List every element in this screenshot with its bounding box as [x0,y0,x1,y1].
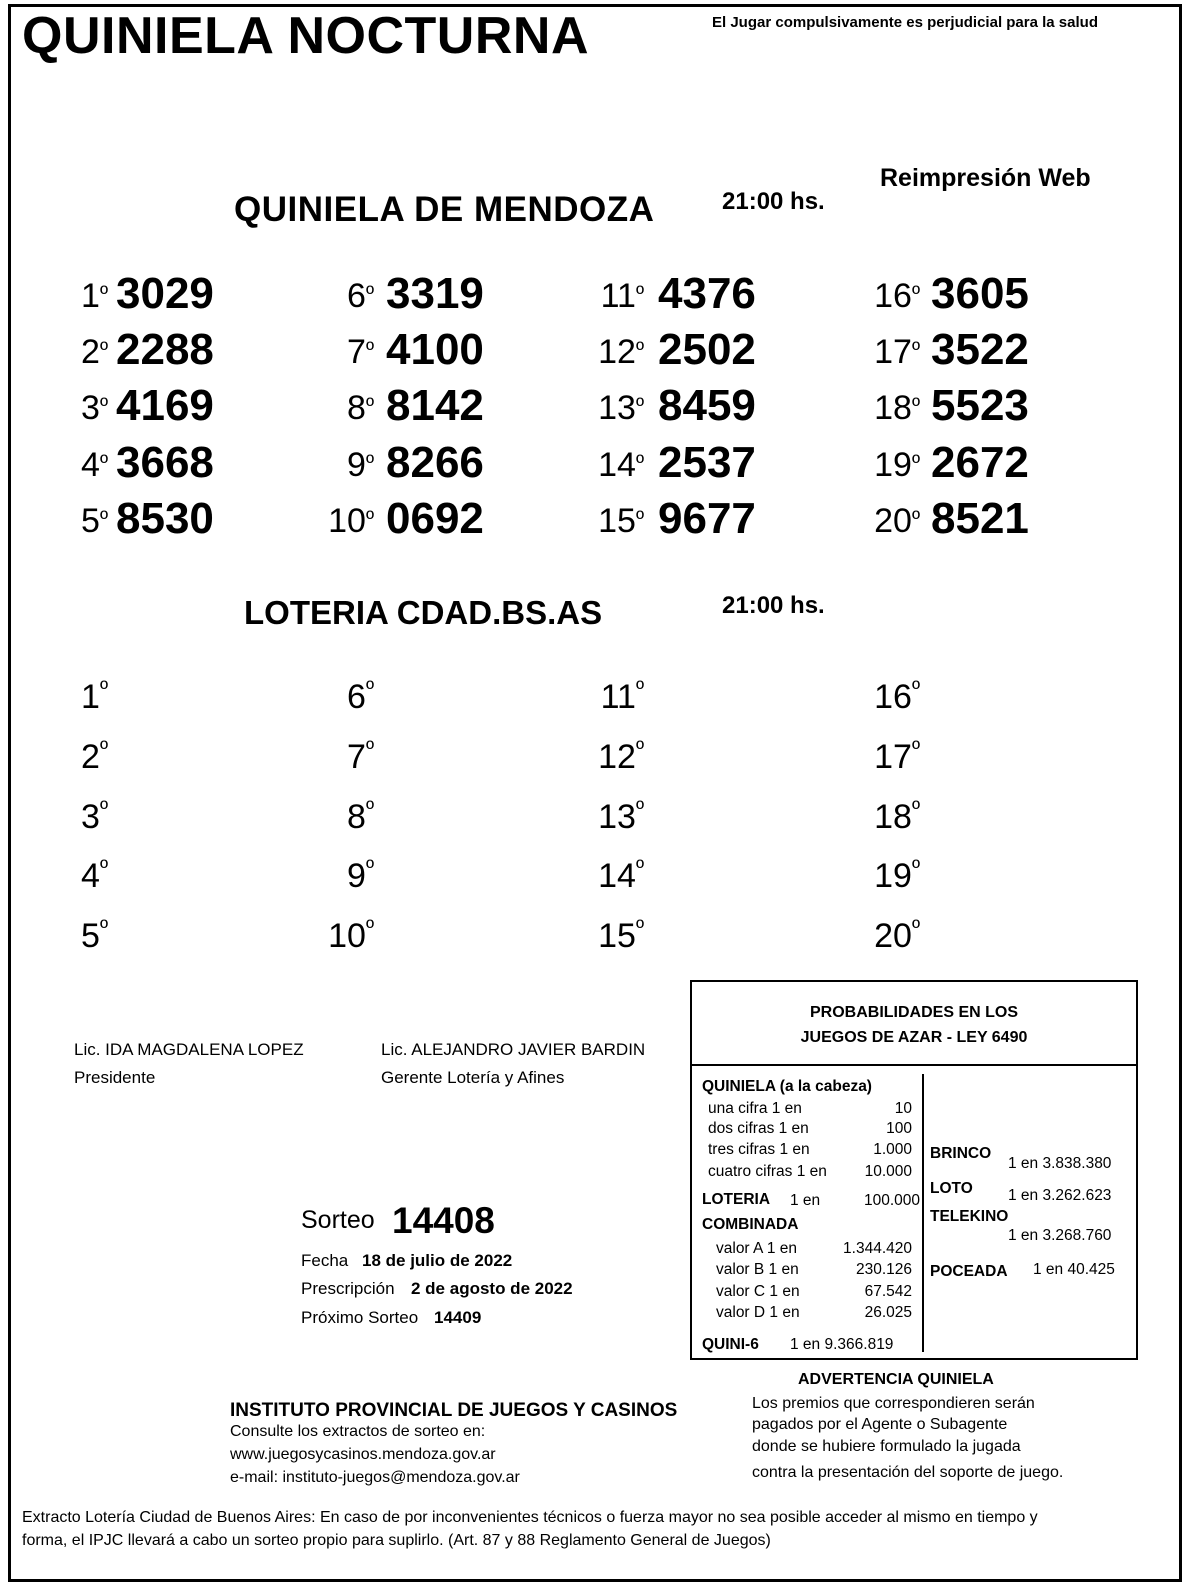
loteria-position: $1^º$ [81,676,108,716]
quiniela-position: $12^º$ [598,333,644,371]
signature-2-role: Gerente Lotería y Afines [381,1068,565,1087]
loteria-position: $10^º$ [328,915,374,955]
loteria-position: $14^º$ [598,855,644,895]
loto-prob-label: LOTO [930,1180,973,1197]
prob-row-label: una cifra 1 en [708,1100,802,1117]
quiniela-number: 8521 [931,494,1029,543]
loteria-position: $8^º$ [347,796,374,836]
quiniela-number: 9677 [658,494,756,543]
prob-row-label: dos cifras 1 en [708,1120,809,1137]
quiniela-position: $16^º$ [874,277,920,315]
loteria-position: $4^º$ [81,855,108,895]
quiniela-position: $5^º$ [81,502,108,540]
quiniela-position: $9^º$ [347,446,374,484]
signature-1-role: Presidente [74,1068,156,1087]
loteria-position: $6^º$ [347,676,374,716]
signature-1-name: Lic. IDA MAGDALENA LOPEZ [74,1040,304,1059]
loteria-time: 21:00 hs. [722,592,825,619]
loteria-position: $17^º$ [874,736,920,776]
prob-row-value: 1.000 [873,1141,912,1158]
quini6-prob-value: 1 en 9.366.819 [790,1336,894,1353]
quiniela-position: $6^º$ [347,277,374,315]
loteria-position: $3^º$ [81,796,108,836]
quiniela-position: $3^º$ [81,389,108,427]
quiniela-number: 2537 [658,438,756,487]
quiniela-number: 4169 [116,381,214,430]
prob-row-value: 10.000 [864,1163,912,1180]
instituto-name: INSTITUTO PROVINCIAL DE JUEGOS Y CASINOS [230,1400,678,1421]
prob-row-value: 230.126 [855,1261,912,1278]
prob-row-label: valor C 1 en [716,1283,800,1300]
loteria-position: $18^º$ [874,796,920,836]
quiniela-position: $20^º$ [874,502,920,540]
quiniela-number: 8142 [386,381,484,430]
quiniela-position: $7^º$ [347,333,374,371]
page-title: QUINIELA NOCTURNA [22,7,589,65]
loteria-position: $20^º$ [874,915,920,955]
quiniela-position: $14^º$ [598,446,644,484]
loteria-prob-text: 1 en [790,1192,821,1209]
prob-row-label: valor A 1 en [716,1240,798,1257]
prob-row-value: 10 [894,1100,912,1117]
quiniela-position: $18^º$ [874,389,920,427]
prescripcion-value: 2 de agosto de 2022 [411,1279,573,1298]
instituto-consult-line: Consulte los extractos de sorteo en: [230,1423,486,1440]
advertencia-line1: Los premios que correspondieren serán [752,1395,1035,1412]
signature-2-name: Lic. ALEJANDRO JAVIER BARDIN [381,1040,646,1059]
loteria-prob-value: 100.000 [863,1192,920,1209]
quiniela-time: 21:00 hs. [722,188,825,215]
telekino-prob-value: 1 en 3.268.760 [1008,1227,1112,1244]
poceada-prob-value: 1 en 40.425 [1033,1261,1115,1278]
advertencia-line4: contra la presentación del soporte de juego. [752,1464,1064,1481]
advertencia-title: ADVERTENCIA QUINIELA [798,1371,994,1388]
quiniela-position: $17^º$ [874,333,920,371]
quiniela-position: $11^º$ [600,277,644,315]
loteria-position: $5^º$ [81,915,108,955]
advertencia-line2: pagados por el Agente o Subagente [752,1416,1008,1433]
quiniela-number: 3319 [386,269,484,318]
quiniela-position: $10^º$ [328,502,374,540]
quiniela-number: 8266 [386,438,484,487]
probabilities-header [692,982,1136,1066]
loteria-position: $2^º$ [81,736,108,776]
advertencia-line3: donde se hubiere formulado la jugada [752,1438,1021,1455]
prescripcion-label: Prescripción [301,1279,395,1298]
quiniela-position: $4^º$ [81,446,108,484]
proximo-sorteo-label: Próximo Sorteo [301,1308,419,1327]
prob-row-label: valor B 1 en [716,1261,799,1278]
probabilities-header-line1: PROBABILIDADES EN LOS [809,1004,1018,1021]
brinco-prob-label: BRINCO [930,1145,992,1162]
loteria-position: $16^º$ [874,676,920,716]
probabilities-box [690,980,1138,1360]
loteria-position: $19^º$ [874,855,920,895]
prob-row-label: tres cifras 1 en [708,1141,810,1158]
fecha-value: 18 de julio de 2022 [362,1251,513,1270]
loteria-position: $13^º$ [598,796,644,836]
footer-note-line1: Extracto Lotería Ciudad de Buenos Aires: En caso de por inconvenientes técnicos o fuerza mayor no sea posible acceder al mismo en tiempo y [22,1509,1038,1526]
quiniela-number: 3522 [931,325,1029,374]
probabilities-divider [922,1074,924,1352]
loteria-prob-label: LOTERIA [702,1191,771,1208]
quiniela-number: 8459 [658,381,756,430]
quiniela-number: 4100 [386,325,484,374]
loteria-section-title: LOTERIA CDAD.BS.AS [244,594,603,631]
sorteo-label: Sorteo [301,1206,375,1234]
telekino-prob-label: TELEKINO [930,1208,1009,1225]
proximo-sorteo-value: 14409 [434,1308,482,1327]
quiniela-position: $1^º$ [81,277,108,315]
quiniela-position: $19^º$ [874,446,920,484]
loteria-position: $11^º$ [600,676,644,716]
prob-row-label: cuatro cifras 1 en [708,1163,827,1180]
poceada-prob-label: POCEADA [930,1263,1008,1280]
instituto-email: e-mail: instituto-juegos@mendoza.gov.ar [230,1469,520,1486]
instituto-url: www.juegosycasinos.mendoza.gov.ar [230,1446,496,1463]
footer-note-line2: forma, el IPJC llevará a cabo un sorteo propio para suplirlo. (Art. 87 y 88 Reglamento General de Juegos) [22,1532,771,1549]
reprint-label: Reimpresión Web [880,164,1091,192]
quiniela-number: 4376 [658,269,756,318]
loto-prob-value: 1 en 3.262.623 [1008,1187,1112,1204]
quiniela-number: 3605 [931,269,1029,318]
prob-row-label: valor D 1 en [716,1304,800,1321]
probabilities-header-line2: JUEGOS DE AZAR - LEY 6490 [800,1029,1028,1046]
prob-row-value: 67.542 [864,1283,912,1300]
quiniela-number: 0692 [386,494,484,543]
brinco-prob-value: 1 en 3.838.380 [1008,1155,1112,1172]
quiniela-number: 2502 [658,325,756,374]
quiniela-section-title: QUINIELA DE MENDOZA [234,190,655,229]
quiniela-position: $13^º$ [598,389,644,427]
loteria-position: $12^º$ [598,736,644,776]
fecha-label: Fecha [301,1251,349,1270]
health-warning: El Jugar compulsivamente es perjudicial para la salud [712,14,1098,31]
quiniela-position: $15^º$ [598,502,644,540]
loteria-position: $15^º$ [598,915,644,955]
quiniela-number: 2672 [931,438,1029,487]
prob-row-value: 100 [886,1120,912,1137]
combinada-prob-label: COMBINADA [702,1216,799,1233]
loteria-position: $9^º$ [347,855,374,895]
quiniela-number: 2288 [116,325,214,374]
quiniela-number: 5523 [931,381,1029,430]
quiniela-position: $8^º$ [347,389,374,427]
sorteo-number: 14408 [392,1200,495,1241]
quiniela-number: 8530 [116,494,214,543]
prob-row-value: 26.025 [864,1304,912,1321]
loteria-position: $7^º$ [347,736,374,776]
quiniela-position: $2^º$ [81,333,108,371]
quiniela-prob-label: QUINIELA (a la cabeza) [702,1078,872,1095]
quiniela-number: 3668 [116,438,214,487]
prob-row-value: 1.344.420 [843,1240,912,1257]
quiniela-number: 3029 [116,269,214,318]
quini6-prob-label: QUINI-6 [702,1336,759,1353]
